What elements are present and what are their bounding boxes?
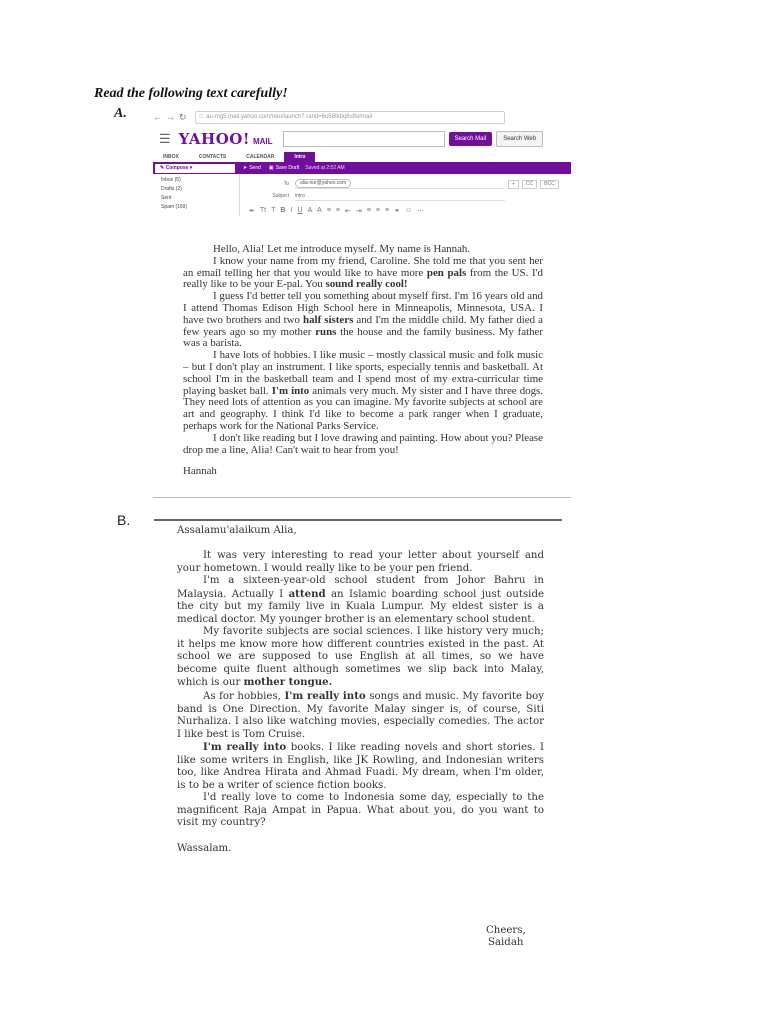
cc-button[interactable]: CC (522, 180, 537, 189)
tab-inbox[interactable]: INBOX (163, 154, 179, 160)
email-screenshot (153, 104, 571, 498)
section-b-rule (154, 519, 562, 521)
more-icon[interactable]: ⋯ (417, 208, 425, 215)
add-contact-button[interactable]: + (508, 180, 519, 189)
folder-drafts[interactable]: Drafts (2) (161, 186, 182, 192)
browser-bar (153, 110, 571, 124)
page-icon: □ (199, 114, 204, 120)
search-web-button[interactable]: Search Web (496, 131, 543, 147)
italic-icon[interactable]: I (290, 207, 293, 214)
back-icon[interactable]: ← (153, 112, 162, 122)
reply-letter (177, 525, 544, 855)
align-right-icon[interactable]: ≡ (384, 207, 390, 214)
letter-signature: Saidah (488, 937, 524, 948)
font-face-icon[interactable]: T (271, 207, 276, 214)
indent-icon[interactable]: ⇥ (355, 208, 362, 215)
section-a-label: A. (114, 106, 127, 121)
bullet-list-icon[interactable]: ≡ (326, 207, 331, 214)
text-color-icon[interactable]: A (307, 207, 313, 214)
highlight-icon[interactable]: A (317, 207, 322, 214)
emoji-icon[interactable]: ☺ (404, 207, 413, 214)
address-bar[interactable] (195, 111, 505, 124)
sidebar-divider (239, 174, 240, 216)
to-label: To (283, 181, 289, 187)
formatting-toolbar (249, 207, 424, 215)
email-paragraph: I guess I'd better tell you something about myself first. I'm 16 years old and I attend Thomas Edison High School here in Minneapolis, Minnesota, USA. I have two brothers and two half sisters and I'm the middle child. My father died a few years ago so my mother runs the house and the family business. My father was a barista. (183, 290, 544, 350)
menu-icon[interactable]: ☰ (159, 131, 171, 146)
email-paragraph: Hello, Alia! Let me introduce myself. My name is Hannah. (213, 243, 471, 255)
email-paragraph: I have lots of hobbies. I like music – mostly classical music and folk music – but I don't play an instrument. I like sports, especially tennis and basketball. At school I'm in the basketball team and I spend most of my extra-curricular time playing basket ball. I'm into animals very much. My sister and I have three dogs. They need lots of attention as you can imagine. My favorite subjects at school are art and geography. I think I'd like to become a park ranger when I graduate, perhaps work for the National Parks Service. (183, 349, 543, 432)
letter-body (177, 550, 544, 830)
underline-icon[interactable]: U (297, 207, 303, 214)
folder-spam[interactable]: Spam (169) (161, 204, 188, 210)
send-label: Send (249, 165, 261, 171)
attach-icon[interactable]: ✒ (249, 208, 255, 215)
recipient-chip[interactable]: alia-nur@yahoo.com (295, 179, 351, 188)
save-icon: ▣ (268, 165, 274, 171)
outdent-icon[interactable]: ⇤ (345, 208, 351, 215)
logo-text: YAHOO! (178, 130, 250, 148)
font-size-icon[interactable]: Tt (259, 207, 267, 214)
send-icon: ➤ (243, 165, 248, 171)
logo-subtext: MAIL (252, 137, 273, 146)
letter-paragraph: As for hobbies, I'm really into songs and music. My favorite boy band is One Direction. My favorite Malay singer is, of course, Siti Nurhaliza. I also like watching movies, especially comedies. The actor I like best is Tom Cruise. (177, 690, 544, 740)
compose-toolbar (153, 162, 571, 174)
letter-paragraph: I'm a sixteen-year-old school student from Johor Bahru in Malaysia. Actually I attend an Islamic boarding school just outside the city but my family live in Kuala Lumpur. My eldest sister is a medical doctor. My younger brother is an elementary school student. (177, 575, 544, 625)
email-body[interactable] (183, 244, 543, 478)
to-row (249, 178, 569, 190)
subject-value: intro (295, 192, 305, 199)
save-draft-label: Save Draft (275, 165, 300, 171)
align-left-icon[interactable]: ≡ (366, 207, 371, 214)
search-mail-button[interactable]: Search Mail (449, 132, 493, 146)
compose-fields (249, 178, 569, 202)
letter-paragraph: I'm really into books. I like reading novels and short stories. I like some writers in English, like JK Rowling, and Indonesian writers too, like Andrea Hirata and Ahmad Fuadi. My dream, when I'm older, is to be a writer of science fiction books. (177, 741, 544, 791)
letter-greeting: Assalamu'alaikum Alia, (177, 525, 297, 536)
yahoo-mail-logo[interactable] (179, 130, 273, 148)
search-input[interactable] (283, 131, 445, 147)
email-signature: Hannah (183, 465, 217, 478)
instruction-heading: Read the following text carefully! (94, 86, 288, 101)
save-draft-button[interactable] (269, 165, 299, 171)
letter-closing (486, 925, 526, 949)
bold-icon[interactable]: B (280, 207, 286, 214)
bcc-button[interactable]: BCC (540, 180, 559, 189)
screenshot-bottom-border (153, 497, 571, 498)
tab-intro[interactable]: Intro (284, 152, 315, 162)
letter-paragraph: It was very interesting to read your letter about yourself and your hometown. I would really like to be your pen friend. (177, 550, 544, 574)
section-b-label: B. (117, 512, 131, 528)
subject-label: Subject (272, 193, 289, 199)
tab-contacts[interactable]: CONTACTS (198, 154, 227, 160)
forward-icon[interactable]: → (166, 112, 175, 122)
link-icon[interactable]: ⚭ (394, 208, 400, 215)
closing-word: Cheers, (486, 925, 526, 936)
subject-field[interactable] (295, 192, 505, 201)
letter-farewell: Wassalam. (177, 843, 232, 855)
compose-icon: ✎ (160, 164, 165, 171)
mail-header (153, 128, 571, 150)
reload-icon[interactable]: ↻ (179, 111, 187, 122)
subject-row (249, 190, 569, 202)
chevron-down-icon: ▾ (189, 164, 193, 171)
align-center-icon[interactable]: ≡ (375, 207, 380, 214)
compose-label: Compose (165, 164, 189, 171)
folder-sent[interactable]: Sent (161, 195, 172, 201)
to-field[interactable] (295, 180, 505, 189)
folder-inbox[interactable]: Inbox (5) (161, 177, 181, 183)
send-button[interactable] (243, 165, 261, 171)
tab-calendar[interactable]: CALENDAR (246, 154, 275, 160)
email-paragraph: I know your name from my friend, Caroline. She told me that you sent her an email telling her that you would like to have more pen pals from the US. I'd really like to be your E-pal. You sound really cool! (183, 254, 543, 291)
email-paragraph: I don't like reading but I love drawing and painting. How about you? Please drop me a line, Alia! Can't wait to hear from you! (183, 431, 543, 456)
letter-paragraph: I'd really love to come to Indonesia some day, especially to the magnificent Raja Ampat in Papua. What about you, do you want to visit my country? (177, 792, 544, 829)
mail-tabs (153, 152, 571, 162)
saved-status: Saved at 2:52 AM (305, 165, 345, 171)
url-text: au-mg5.mail.yahoo.com/neo/launch?.rand=6o58tkbq6sfb#mail (206, 114, 373, 120)
compose-button[interactable] (155, 164, 235, 173)
numbered-list-icon[interactable]: ≡ (335, 207, 340, 214)
folder-list (161, 176, 187, 212)
letter-paragraph: My favorite subjects are social sciences. I like history very much; it helps me know more how different countries existed in the past. At school we are supposed to use English at all times, so we have become quite fluent although sometimes we slip back into Malay, which is our mother tongue. (177, 626, 544, 689)
